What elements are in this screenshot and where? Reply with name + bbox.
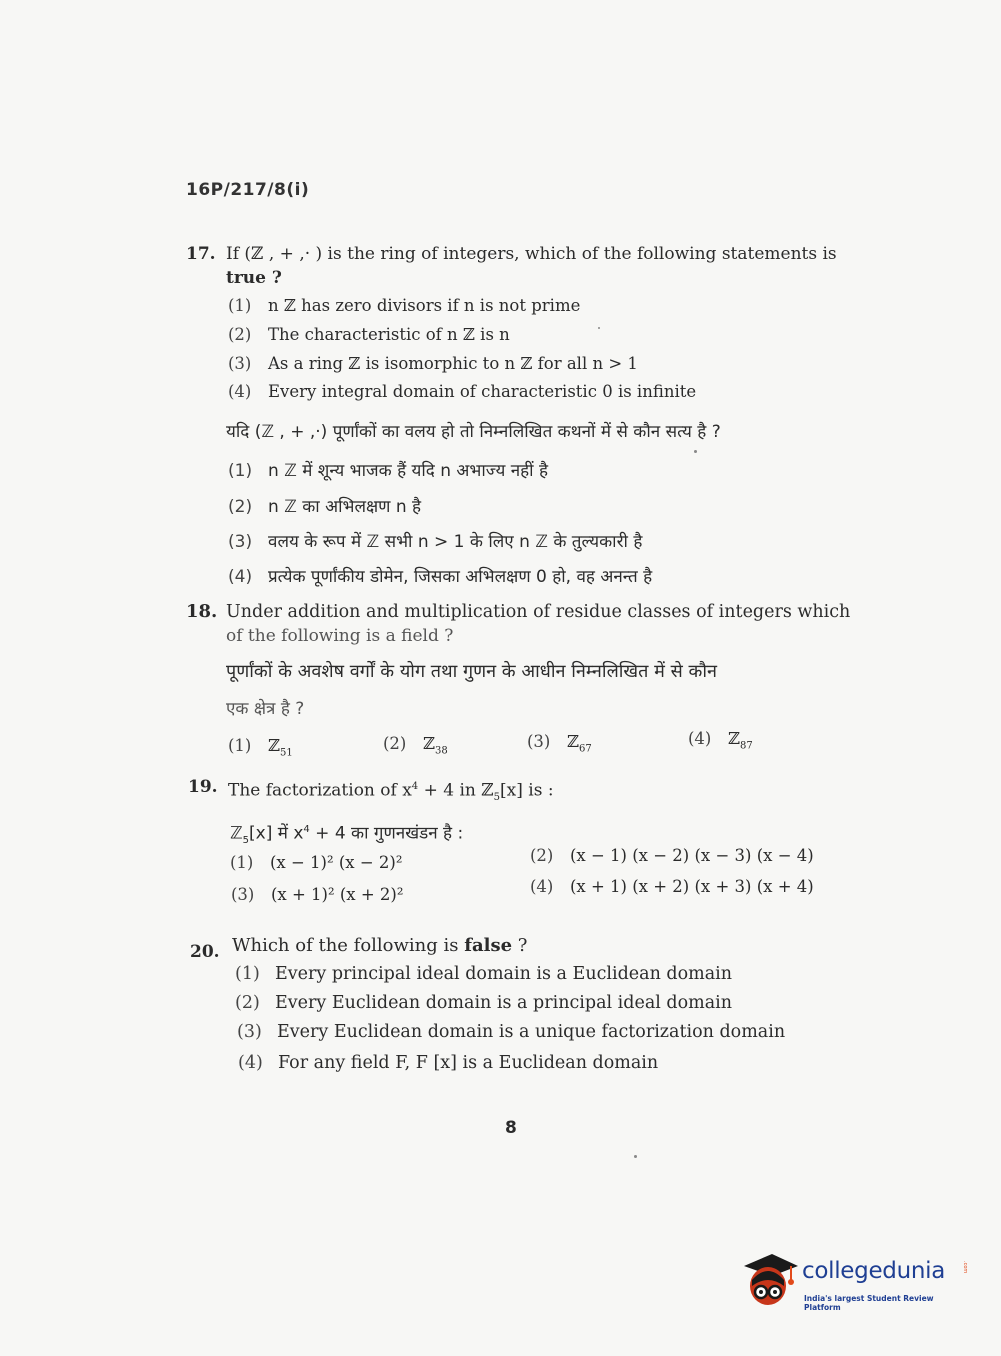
question-number: 17. <box>186 244 216 264</box>
question-text-hi: पूर्णांकों के अवशेष वर्गों के योग तथा गुणन के आधीन निम्नलिखित में से कौन <box>226 661 717 682</box>
question-number: 19. <box>188 777 218 797</box>
option-4: (4) ℤ$_{87}$ <box>688 729 753 752</box>
option-1-hi: (1) n ℤ में शून्य भाजक हैं यदि n अभाज्य नहीं है <box>228 461 549 481</box>
page-number: 8 <box>505 1118 517 1138</box>
question-text-en: If (ℤ , + ,· ) is the ring of integers, which of the following statements is <box>226 244 837 264</box>
option-3: (3) (x + 1)² (x + 2)² <box>231 885 404 904</box>
mascot-icon <box>742 1252 798 1310</box>
option-2: (2) ℤ$_{38}$ <box>383 734 448 757</box>
scan-speck <box>634 1155 637 1158</box>
brand-name: collegedunia <box>802 1258 946 1284</box>
question-text-hi: यदि (ℤ , + ,·) पूर्णांकों का वलय हो तो निम्नलिखित कथनों में से कौन सत्य है ? <box>226 422 721 442</box>
question-text-en-cont: of the following is a field ? <box>226 626 454 646</box>
option-3-en: (3) As a ring ℤ is isomorphic to n ℤ for all n > 1 <box>228 354 638 373</box>
option-3-hi: (3) वलय के रूप में ℤ सभी n > 1 के लिए n ℤ के तुल्यकारी है <box>228 532 643 552</box>
option-1: (1) ℤ$_{51}$ <box>228 736 293 759</box>
option-4: (4) (x + 1) (x + 2) (x + 3) (x + 4) <box>530 877 814 896</box>
question-text-hi: ℤ$_5$[x] में $x^4 + 4$ का गुणनखंडन है : <box>230 823 464 847</box>
option-3: (3) ℤ$_{67}$ <box>527 732 592 755</box>
question-text-en: Which of the following is false ? <box>232 935 528 956</box>
option-2-hi: (2) n ℤ का अभिलक्षण n है <box>228 497 422 517</box>
scan-speck <box>598 327 600 329</box>
brand-domain: .com <box>962 1261 968 1274</box>
option-1: (1) (x − 1)² (x − 2)² <box>230 853 403 872</box>
paper-code: 16P/217/8(i) <box>186 180 310 200</box>
option-3: (3) Every Euclidean domain is a unique factorization domain <box>237 1022 786 1042</box>
question-number: 18. <box>186 601 218 622</box>
question-text-en: The factorization of $x^4 + 4$ in ℤ$_5$[x] is : <box>228 780 554 804</box>
question-text-en-cont: true ? <box>226 268 282 288</box>
question-text-en: Under addition and multiplication of residue classes of integers which <box>226 602 851 622</box>
option-2: (2) (x − 1) (x − 2) (x − 3) (x − 4) <box>530 846 814 865</box>
option-1: (1) Every principal ideal domain is a Euclidean domain <box>235 964 733 984</box>
option-4-hi: (4) प्रत्येक पूर्णांकीय डोमेन, जिसका अभिलक्षण 0 हो, वह अनन्त है <box>228 567 653 587</box>
question-text-hi-cont: एक क्षेत्र है ? <box>226 699 305 719</box>
option-2-en: (2) The characteristic of n ℤ is n <box>228 325 510 344</box>
option-4-en: (4) Every integral domain of characteristic 0 is infinite <box>228 382 697 401</box>
scan-speck <box>694 450 697 453</box>
option-4: (4) For any field F, F [x] is a Euclidean domain <box>238 1053 659 1073</box>
option-1-en: (1) n ℤ has zero divisors if n is not prime <box>228 296 581 315</box>
collegedunia-logo <box>742 1252 972 1314</box>
question-number: 20. <box>190 942 220 962</box>
brand-tagline: India's largest Student Review Platform <box>804 1294 934 1312</box>
option-2: (2) Every Euclidean domain is a principal ideal domain <box>235 993 733 1013</box>
